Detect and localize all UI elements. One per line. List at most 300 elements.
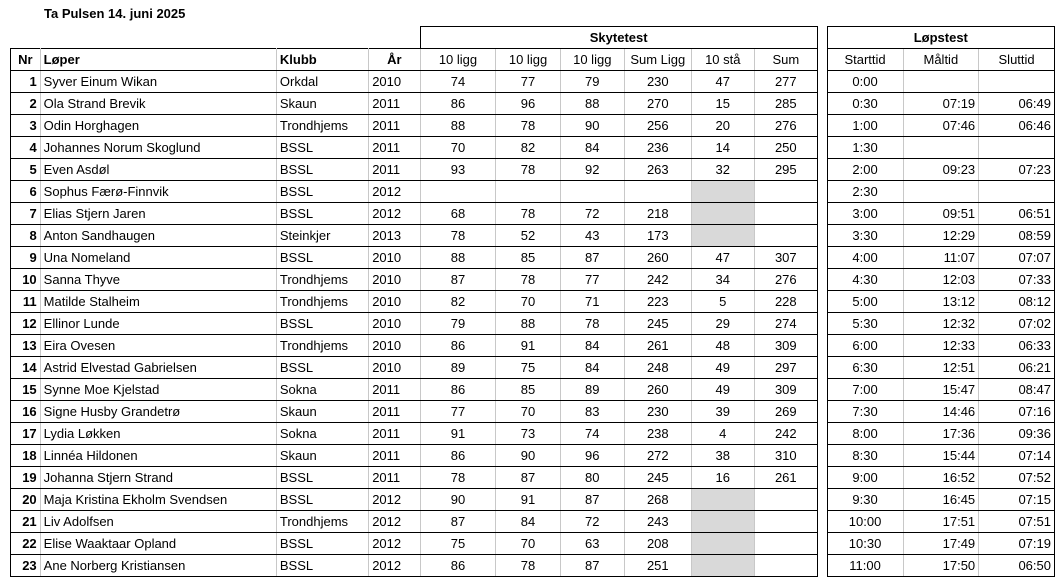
- cell-sum-ligg: 208: [624, 533, 691, 555]
- cell-10-ligg-3: 84: [560, 335, 624, 357]
- table-row: [11, 225, 1055, 247]
- cell-nr: 8: [11, 225, 41, 247]
- col-sum-ligg: Sum Ligg: [624, 49, 691, 71]
- cell-maltid: [903, 181, 979, 203]
- cell-10-ligg-1: 89: [420, 357, 496, 379]
- cell-sum: [754, 511, 817, 533]
- cell-sum-ligg: 245: [624, 313, 691, 335]
- cell-klubb: BSSL: [276, 181, 368, 203]
- cell-10-ligg-2: 70: [496, 533, 560, 555]
- cell-sum-ligg: 261: [624, 335, 691, 357]
- cell-10-ligg-1: 78: [420, 225, 496, 247]
- cell-maltid: 17:36: [903, 423, 979, 445]
- cell-10-ligg-1: 78: [420, 467, 496, 489]
- table-row: [11, 555, 1055, 577]
- cell-loper: Johannes Norum Skoglund: [40, 137, 276, 159]
- col-klubb: Klubb: [276, 49, 368, 71]
- cell-nr: 17: [11, 423, 41, 445]
- cell-10-ligg-2: 70: [496, 291, 560, 313]
- cell-sum: 309: [754, 379, 817, 401]
- cell-maltid: 12:33: [903, 335, 979, 357]
- cell-maltid: [903, 137, 979, 159]
- cell-klubb: Steinkjer: [276, 225, 368, 247]
- cell-starttid: 6:00: [827, 335, 903, 357]
- cell-sum: [754, 555, 817, 577]
- cell-sluttid: 06:33: [979, 335, 1055, 357]
- cell-10-ligg-2: 77: [496, 71, 560, 93]
- cell-ar: 2010: [369, 247, 420, 269]
- cell-klubb: Trondhjems: [276, 291, 368, 313]
- cell-10-ligg-2: 73: [496, 423, 560, 445]
- cell-ar: 2011: [369, 159, 420, 181]
- cell-10-ligg-3: 80: [560, 467, 624, 489]
- cell-10-ligg-3: 96: [560, 445, 624, 467]
- cell-maltid: 13:12: [903, 291, 979, 313]
- cell-nr: 19: [11, 467, 41, 489]
- cell-10-ligg-2: 82: [496, 137, 560, 159]
- cell-loper: Sanna Thyve: [40, 269, 276, 291]
- cell-10-ligg-2: 84: [496, 511, 560, 533]
- cell-klubb: BSSL: [276, 313, 368, 335]
- table-row: [11, 379, 1055, 401]
- cell-10-ligg-3: 79: [560, 71, 624, 93]
- cell-10-ligg-3: 43: [560, 225, 624, 247]
- cell-10-ligg-2: 70: [496, 401, 560, 423]
- cell-starttid: 5:30: [827, 313, 903, 335]
- group-header-row: [11, 27, 1055, 49]
- cell-10-sta: 34: [691, 269, 754, 291]
- cell-sum-ligg: 245: [624, 467, 691, 489]
- cell-10-ligg-2: 52: [496, 225, 560, 247]
- cell-sum-ligg: 263: [624, 159, 691, 181]
- cell-klubb: BSSL: [276, 357, 368, 379]
- table-row: [11, 269, 1055, 291]
- cell-loper: Matilde Stalheim: [40, 291, 276, 313]
- cell-loper: Ane Norberg Kristiansen: [40, 555, 276, 577]
- cell-maltid: 17:49: [903, 533, 979, 555]
- cell-nr: 4: [11, 137, 41, 159]
- table-row: [11, 313, 1055, 335]
- cell-sum-ligg: [624, 181, 691, 203]
- cell-10-ligg-3: 87: [560, 247, 624, 269]
- cell-10-ligg-2: 78: [496, 115, 560, 137]
- cell-sum: 295: [754, 159, 817, 181]
- col-nr: Nr: [11, 49, 41, 71]
- cell-sum-ligg: 248: [624, 357, 691, 379]
- cell-starttid: 0:30: [827, 93, 903, 115]
- cell-ar: 2012: [369, 489, 420, 511]
- cell-starttid: 7:30: [827, 401, 903, 423]
- cell-nr: 7: [11, 203, 41, 225]
- table-row: [11, 467, 1055, 489]
- cell-sum-ligg: 260: [624, 247, 691, 269]
- cell-klubb: Skaun: [276, 401, 368, 423]
- cell-10-ligg-1: 87: [420, 269, 496, 291]
- col-10-ligg-2: 10 ligg: [496, 49, 560, 71]
- cell-ar: 2012: [369, 555, 420, 577]
- cell-starttid: 2:00: [827, 159, 903, 181]
- col-sum: Sum: [754, 49, 817, 71]
- col-sluttid: Sluttid: [979, 49, 1055, 71]
- cell-maltid: 07:46: [903, 115, 979, 137]
- cell-sluttid: 08:47: [979, 379, 1055, 401]
- cell-sluttid: 07:02: [979, 313, 1055, 335]
- cell-sluttid: 09:36: [979, 423, 1055, 445]
- cell-nr: 11: [11, 291, 41, 313]
- cell-10-sta: 5: [691, 291, 754, 313]
- cell-10-sta: 14: [691, 137, 754, 159]
- cell-sum: 276: [754, 115, 817, 137]
- cell-ar: 2011: [369, 423, 420, 445]
- cell-sum-ligg: 230: [624, 401, 691, 423]
- cell-nr: 16: [11, 401, 41, 423]
- cell-10-ligg-2: 75: [496, 357, 560, 379]
- cell-sluttid: 07:14: [979, 445, 1055, 467]
- cell-sum: 269: [754, 401, 817, 423]
- cell-ar: 2012: [369, 511, 420, 533]
- cell-10-ligg-2: 87: [496, 467, 560, 489]
- cell-maltid: 11:07: [903, 247, 979, 269]
- cell-10-ligg-2: 85: [496, 379, 560, 401]
- cell-sluttid: 07:23: [979, 159, 1055, 181]
- group-lopstest: Løpstest: [827, 27, 1054, 49]
- cell-nr: 18: [11, 445, 41, 467]
- cell-10-sta: 39: [691, 401, 754, 423]
- cell-sluttid: 06:50: [979, 555, 1055, 577]
- table-row: [11, 423, 1055, 445]
- table-row: [11, 357, 1055, 379]
- cell-ar: 2012: [369, 181, 420, 203]
- cell-ar: 2011: [369, 115, 420, 137]
- table-row: [11, 203, 1055, 225]
- cell-maltid: 17:51: [903, 511, 979, 533]
- cell-loper: Elias Stjern Jaren: [40, 203, 276, 225]
- cell-loper: Linnéa Hildonen: [40, 445, 276, 467]
- cell-10-ligg-1: 86: [420, 335, 496, 357]
- cell-maltid: 15:44: [903, 445, 979, 467]
- cell-10-ligg-3: 72: [560, 203, 624, 225]
- cell-maltid: 16:45: [903, 489, 979, 511]
- cell-nr: 13: [11, 335, 41, 357]
- cell-sluttid: 06:46: [979, 115, 1055, 137]
- cell-starttid: 1:00: [827, 115, 903, 137]
- cell-10-sta: 48: [691, 335, 754, 357]
- cell-klubb: Sokna: [276, 423, 368, 445]
- cell-sum-ligg: 173: [624, 225, 691, 247]
- cell-10-sta: [691, 511, 754, 533]
- cell-10-ligg-1: 68: [420, 203, 496, 225]
- cell-maltid: 12:29: [903, 225, 979, 247]
- cell-nr: 10: [11, 269, 41, 291]
- table-row: [11, 511, 1055, 533]
- col-starttid: Starttid: [827, 49, 903, 71]
- cell-loper: Elise Waaktaar Opland: [40, 533, 276, 555]
- cell-klubb: BSSL: [276, 533, 368, 555]
- cell-nr: 6: [11, 181, 41, 203]
- table-row: [11, 181, 1055, 203]
- cell-klubb: BSSL: [276, 247, 368, 269]
- cell-10-sta: 32: [691, 159, 754, 181]
- cell-sum-ligg: 236: [624, 137, 691, 159]
- cell-sum: 242: [754, 423, 817, 445]
- cell-10-ligg-1: 90: [420, 489, 496, 511]
- cell-10-ligg-2: [496, 181, 560, 203]
- cell-ar: 2011: [369, 467, 420, 489]
- column-header-row: [11, 49, 1055, 71]
- cell-10-sta: 49: [691, 379, 754, 401]
- cell-sum-ligg: 260: [624, 379, 691, 401]
- cell-10-ligg-1: 88: [420, 247, 496, 269]
- cell-klubb: BSSL: [276, 467, 368, 489]
- cell-sum-ligg: 218: [624, 203, 691, 225]
- cell-klubb: Skaun: [276, 93, 368, 115]
- cell-loper: Even Asdøl: [40, 159, 276, 181]
- cell-sluttid: 06:49: [979, 93, 1055, 115]
- cell-sluttid: 07:19: [979, 533, 1055, 555]
- col-10-ligg-3: 10 ligg: [560, 49, 624, 71]
- cell-loper: Maja Kristina Ekholm Svendsen: [40, 489, 276, 511]
- cell-sluttid: 07:52: [979, 467, 1055, 489]
- cell-sum-ligg: 223: [624, 291, 691, 313]
- cell-klubb: BSSL: [276, 203, 368, 225]
- cell-10-ligg-1: 86: [420, 379, 496, 401]
- cell-starttid: 4:30: [827, 269, 903, 291]
- cell-10-ligg-2: 90: [496, 445, 560, 467]
- cell-loper: Signe Husby Grandetrø: [40, 401, 276, 423]
- cell-ar: 2010: [369, 335, 420, 357]
- cell-maltid: 09:23: [903, 159, 979, 181]
- cell-starttid: 1:30: [827, 137, 903, 159]
- cell-starttid: 7:00: [827, 379, 903, 401]
- col-10-ligg-1: 10 ligg: [420, 49, 496, 71]
- cell-sum: 261: [754, 467, 817, 489]
- cell-sluttid: 07:07: [979, 247, 1055, 269]
- cell-nr: 5: [11, 159, 41, 181]
- cell-loper: Odin Horghagen: [40, 115, 276, 137]
- cell-ar: 2010: [369, 71, 420, 93]
- cell-10-sta: [691, 489, 754, 511]
- cell-nr: 22: [11, 533, 41, 555]
- cell-starttid: 0:00: [827, 71, 903, 93]
- cell-maltid: 16:52: [903, 467, 979, 489]
- cell-10-sta: 4: [691, 423, 754, 445]
- cell-10-ligg-2: 91: [496, 335, 560, 357]
- cell-klubb: Trondhjems: [276, 115, 368, 137]
- cell-klubb: BSSL: [276, 489, 368, 511]
- cell-klubb: BSSL: [276, 555, 368, 577]
- cell-starttid: 3:00: [827, 203, 903, 225]
- cell-10-ligg-2: 88: [496, 313, 560, 335]
- cell-10-sta: 29: [691, 313, 754, 335]
- cell-10-ligg-2: 78: [496, 269, 560, 291]
- cell-sum: 250: [754, 137, 817, 159]
- cell-maltid: 12:51: [903, 357, 979, 379]
- cell-klubb: Trondhjems: [276, 269, 368, 291]
- cell-klubb: Skaun: [276, 445, 368, 467]
- cell-loper: Anton Sandhaugen: [40, 225, 276, 247]
- col-maltid: Måltid: [903, 49, 979, 71]
- table-row: [11, 291, 1055, 313]
- table-row: [11, 335, 1055, 357]
- table-row: [11, 489, 1055, 511]
- cell-starttid: 5:00: [827, 291, 903, 313]
- cell-loper: Ola Strand Brevik: [40, 93, 276, 115]
- col-10-sta: 10 stå: [691, 49, 754, 71]
- cell-starttid: 2:30: [827, 181, 903, 203]
- cell-10-ligg-3: 87: [560, 555, 624, 577]
- cell-maltid: 07:19: [903, 93, 979, 115]
- cell-nr: 3: [11, 115, 41, 137]
- cell-sum: 297: [754, 357, 817, 379]
- cell-sum-ligg: 268: [624, 489, 691, 511]
- cell-10-ligg-3: 92: [560, 159, 624, 181]
- cell-maltid: 14:46: [903, 401, 979, 423]
- cell-sum-ligg: 256: [624, 115, 691, 137]
- table-row: [11, 533, 1055, 555]
- cell-starttid: 8:00: [827, 423, 903, 445]
- cell-klubb: Orkdal: [276, 71, 368, 93]
- cell-nr: 2: [11, 93, 41, 115]
- cell-sluttid: 08:12: [979, 291, 1055, 313]
- cell-10-sta: 47: [691, 247, 754, 269]
- cell-sluttid: [979, 71, 1055, 93]
- cell-10-sta: 16: [691, 467, 754, 489]
- cell-ar: 2010: [369, 269, 420, 291]
- cell-sluttid: 06:21: [979, 357, 1055, 379]
- cell-10-ligg-3: [560, 181, 624, 203]
- cell-maltid: 17:50: [903, 555, 979, 577]
- cell-starttid: 10:00: [827, 511, 903, 533]
- cell-10-ligg-2: 85: [496, 247, 560, 269]
- cell-10-ligg-2: 78: [496, 203, 560, 225]
- col-ar: År: [369, 49, 420, 71]
- cell-sum-ligg: 243: [624, 511, 691, 533]
- cell-10-sta: 20: [691, 115, 754, 137]
- cell-starttid: 9:30: [827, 489, 903, 511]
- cell-sluttid: 07:51: [979, 511, 1055, 533]
- cell-sum: 309: [754, 335, 817, 357]
- cell-nr: 1: [11, 71, 41, 93]
- cell-starttid: 9:00: [827, 467, 903, 489]
- cell-sum: 277: [754, 71, 817, 93]
- cell-ar: 2010: [369, 313, 420, 335]
- cell-loper: Lydia Løkken: [40, 423, 276, 445]
- cell-ar: 2011: [369, 137, 420, 159]
- cell-nr: 20: [11, 489, 41, 511]
- table-row: [11, 71, 1055, 93]
- cell-nr: 21: [11, 511, 41, 533]
- cell-10-ligg-1: 87: [420, 511, 496, 533]
- cell-10-ligg-3: 90: [560, 115, 624, 137]
- cell-loper: Ellinor Lunde: [40, 313, 276, 335]
- cell-klubb: Trondhjems: [276, 511, 368, 533]
- cell-10-ligg-1: 86: [420, 555, 496, 577]
- cell-ar: 2010: [369, 291, 420, 313]
- cell-starttid: 6:30: [827, 357, 903, 379]
- cell-sum: [754, 225, 817, 247]
- cell-starttid: 11:00: [827, 555, 903, 577]
- cell-sluttid: 06:51: [979, 203, 1055, 225]
- cell-ar: 2013: [369, 225, 420, 247]
- cell-10-ligg-3: 88: [560, 93, 624, 115]
- cell-10-ligg-1: 74: [420, 71, 496, 93]
- cell-sluttid: 07:33: [979, 269, 1055, 291]
- cell-10-ligg-3: 84: [560, 357, 624, 379]
- table-row: [11, 401, 1055, 423]
- cell-sluttid: 07:16: [979, 401, 1055, 423]
- cell-loper: Syver Einum Wikan: [40, 71, 276, 93]
- cell-sum: 274: [754, 313, 817, 335]
- table-row: [11, 137, 1055, 159]
- cell-klubb: BSSL: [276, 159, 368, 181]
- cell-nr: 9: [11, 247, 41, 269]
- cell-10-ligg-3: 87: [560, 489, 624, 511]
- table-row: [11, 159, 1055, 181]
- cell-ar: 2011: [369, 445, 420, 467]
- cell-10-ligg-2: 91: [496, 489, 560, 511]
- cell-sum-ligg: 230: [624, 71, 691, 93]
- group-skytetest: Skytetest: [420, 27, 817, 49]
- cell-ar: 2012: [369, 203, 420, 225]
- cell-nr: 14: [11, 357, 41, 379]
- cell-sum: 285: [754, 93, 817, 115]
- cell-maltid: [903, 71, 979, 93]
- cell-10-sta: 47: [691, 71, 754, 93]
- table-row: [11, 115, 1055, 137]
- cell-sum: 276: [754, 269, 817, 291]
- cell-10-sta: [691, 181, 754, 203]
- cell-sum: 307: [754, 247, 817, 269]
- table-row: [11, 93, 1055, 115]
- cell-10-sta: 49: [691, 357, 754, 379]
- cell-10-sta: [691, 203, 754, 225]
- cell-10-ligg-1: 77: [420, 401, 496, 423]
- cell-nr: 15: [11, 379, 41, 401]
- cell-10-ligg-3: 74: [560, 423, 624, 445]
- cell-loper: Liv Adolfsen: [40, 511, 276, 533]
- cell-ar: 2011: [369, 93, 420, 115]
- cell-ar: 2011: [369, 379, 420, 401]
- cell-starttid: 10:30: [827, 533, 903, 555]
- cell-starttid: 3:30: [827, 225, 903, 247]
- cell-klubb: Trondhjems: [276, 335, 368, 357]
- results-table: [10, 26, 1055, 577]
- cell-10-ligg-1: 79: [420, 313, 496, 335]
- cell-10-ligg-1: 88: [420, 115, 496, 137]
- table-row: [11, 445, 1055, 467]
- cell-10-sta: [691, 533, 754, 555]
- cell-sum-ligg: 242: [624, 269, 691, 291]
- cell-klubb: Sokna: [276, 379, 368, 401]
- cell-10-sta: [691, 555, 754, 577]
- cell-ar: 2012: [369, 533, 420, 555]
- cell-sum: [754, 203, 817, 225]
- cell-10-ligg-2: 78: [496, 555, 560, 577]
- cell-10-sta: [691, 225, 754, 247]
- cell-sum-ligg: 272: [624, 445, 691, 467]
- cell-10-ligg-2: 96: [496, 93, 560, 115]
- cell-10-ligg-3: 77: [560, 269, 624, 291]
- cell-sum: 228: [754, 291, 817, 313]
- cell-sum: [754, 533, 817, 555]
- cell-loper: Johanna Stjern Strand: [40, 467, 276, 489]
- cell-sum: [754, 489, 817, 511]
- cell-10-sta: 15: [691, 93, 754, 115]
- cell-10-ligg-1: 70: [420, 137, 496, 159]
- cell-maltid: 15:47: [903, 379, 979, 401]
- cell-starttid: 4:00: [827, 247, 903, 269]
- cell-sluttid: 07:15: [979, 489, 1055, 511]
